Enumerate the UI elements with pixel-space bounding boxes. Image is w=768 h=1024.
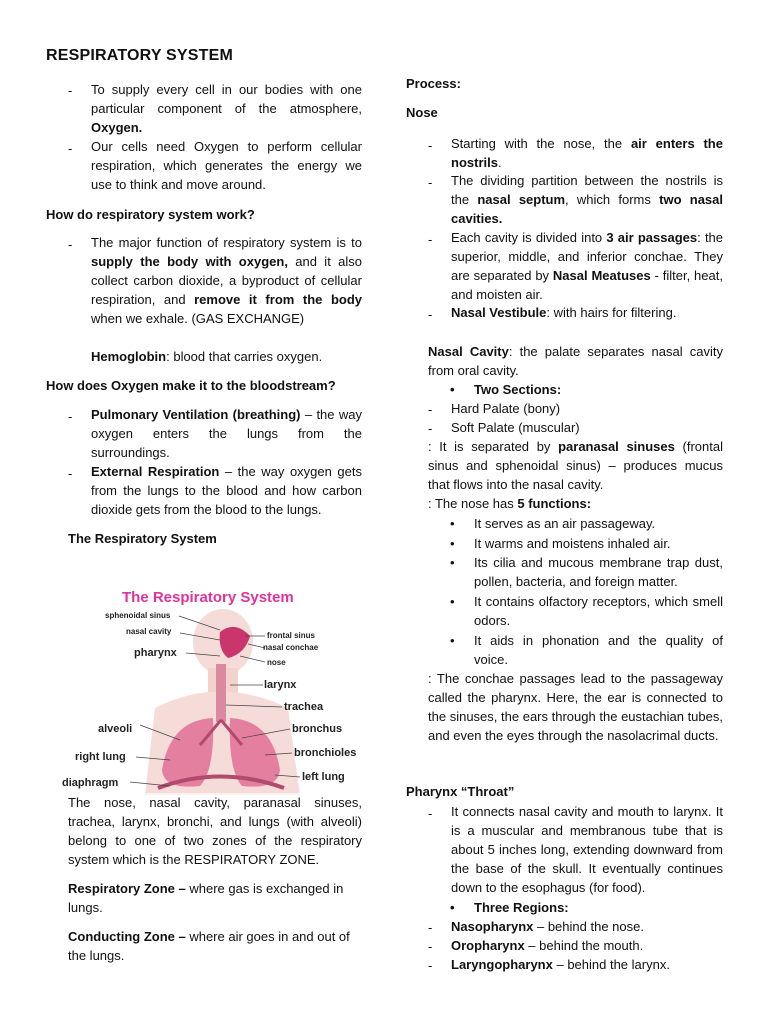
question-heading-1: How do respiratory system work? [46,207,255,222]
question-heading-2: How does Oxygen make it to the bloodstream? [46,378,336,393]
dash-marker: - [68,409,73,424]
page-title: RESPIRATORY SYSTEM [46,47,234,64]
text-run: : the palate separates nasal cavity from oral cavity. [428,344,723,378]
bold-run: Respiratory Zone – [68,881,186,896]
bold-run: supply the body with oxygen, [91,254,288,269]
text-run: where air goes in and out of the lungs. [68,929,350,963]
text-run: – behind the nose. [533,919,644,934]
bold-run: Hemoglobin [91,349,167,364]
functions-heading [428,494,591,513]
dash-marker: - [428,307,433,322]
region-item [451,936,643,955]
dash-marker: - [428,806,433,821]
conchae-paragraph: : The conchae passages lead to the passageway called the pharynx. Here, the ear is connected to the sinuses, the ears through the eustachian tubes, and even the eyes through the nasolacrimal ducts. [428,671,723,743]
pharynx-heading: Pharynx “Throat” [406,784,515,799]
bold-run: Oropharynx [451,938,525,953]
text-run: and it also collect carbon dioxide, a byproduct of cellular respiration, and [91,254,363,307]
bold-run: Laryngopharynx [451,957,553,972]
bold-run: Nasal Cavity [428,344,509,359]
label-right-lung: right lung [75,751,126,763]
bold-run: Pulmonary Ventilation (breathing) [91,407,301,422]
function-bullet: • It aids in phonation and the quality of voice. [474,631,723,669]
dash-marker: - [428,421,433,436]
function-bullet: • Its cilia and mucous membrane trap dust, pollen, bacteria, and foreign matter. [474,553,723,591]
soft-palate-item: Soft Palate (muscular) [451,420,580,435]
intro-item-2: Our cells need Oxygen to perform cellular respiration, which generates the energy we use to think and move around. [91,139,362,192]
nasal-cavity-note [428,342,723,380]
function-bullet: • It contains olfactory receptors, which smell odors. [474,592,723,630]
label-frontal-sinus: frontal sinus [267,631,316,640]
text-run: (frontal sinus and sphenoidal sinus) – produces mucus that flows into the nasal cavity. [428,439,723,492]
function-bullet: • It warms and moistens inhaled air. [474,534,723,553]
two-sections-bullet: • Two Sections: [474,380,561,399]
respiratory-zone-note [68,879,362,917]
dash-marker: - [68,141,73,156]
process-heading: Process: [406,76,461,91]
bold-run: nasal septum [477,192,566,207]
text-run: : the superior, middle, and inferior conchae. They are separated by [451,230,724,283]
label-bronchioles: bronchioles [294,747,357,759]
label-nasal-cavity: nasal cavity [126,627,172,636]
text-run: - filter, heat, and moisten air. [451,268,723,302]
text-run: The dividing partition between the nostrils is the [451,173,723,207]
bold-run: Conducting Zone – [68,929,186,944]
label-trachea: trachea [284,701,324,713]
region-item [451,955,670,974]
label-larynx: larynx [264,679,297,691]
respiratory-system-diagram [60,580,370,795]
text-run: : blood that carries oxygen. [166,349,323,364]
label-left-lung: left lung [302,771,345,783]
text-run: : It is separated by [428,439,559,454]
bold-run: two nasal cavities. [451,192,723,226]
label-sphenoidal-sinus: sphenoidal sinus [105,611,171,620]
text-run: – behind the larynx. [552,957,670,972]
text-run: where gas is exchanged in lungs. [68,881,344,915]
text-run: Each cavity is divided into [451,230,607,245]
function-bullet: • It serves as an air passageway. [474,514,723,533]
text-run: : The nose has [428,496,518,511]
intro-bold: Oxygen. [91,120,143,135]
dash-marker: - [428,920,433,935]
region-item [451,917,644,936]
nose-item-3 [451,228,723,304]
dash-marker: - [68,466,73,481]
bold-run: Nasal Vestibule [451,305,547,320]
dash-marker: - [428,958,433,973]
text-run: – the way oxygen enters the lungs from the surroundings. [91,407,362,460]
dash-marker: - [428,402,433,417]
dash-marker: - [428,175,433,190]
dash-marker: - [68,237,73,252]
nose-item-2 [451,171,723,228]
function-item [91,233,362,328]
zones-paragraph: The nose, nasal cavity, paranasal sinuses, trachea, larynx, bronchi, and lungs (with alveoli) belong to one of two zones of the respiratory system which is the RESPIRATORY ZONE. [68,795,362,867]
nose-item-4 [451,303,723,322]
bold-run: Nasopharynx [451,919,534,934]
text-run: : with hairs for filtering. [546,305,677,320]
text-run: , which forms [565,192,660,207]
text-run: . [497,155,502,170]
bold-run: Nasal Meatuses [552,268,651,283]
oxygen-item-1 [91,405,362,462]
diagram-title: The Respiratory System [122,589,294,606]
label-alveoli: alveoli [98,723,133,735]
bold-run: paranasal sinuses [558,439,675,454]
dash-marker: - [428,232,433,247]
label-diaphragm: diaphragm [62,777,119,789]
diagram-caption: The Respiratory System [68,531,217,546]
bold-run: remove it from the body [194,292,362,307]
text-run: – behind the mouth. [524,938,644,953]
bold-run: 3 air passages [606,230,698,245]
pharynx-item: It connects nasal cavity and mouth to larynx. It is a muscular and membranous tube that is about 5 inches long, extending downward from the base of the skull. It eventually continues down to the esophagus (for food). [451,804,723,895]
text-run: – the way oxygen gets from the lungs to the blood and how carbon dioxide gets from the blood to the lungs. [91,464,362,517]
label-nose: nose [267,658,286,667]
bold-run: External Respiration [91,464,220,479]
nose-heading: Nose [406,105,438,120]
three-regions-bullet: • Three Regions: [474,898,569,917]
nose-item-1 [451,134,723,172]
paranasal-note [428,437,723,494]
bold-run: air enters the nostrils [451,136,723,170]
dash-marker: - [68,83,73,98]
label-pharynx: pharynx [134,647,177,659]
text-run: The major function of respiratory system is to [91,235,362,250]
hemoglobin-note [91,347,362,366]
text-run: Starting with the nose, the [451,136,631,151]
dash-marker: - [428,138,433,153]
label-bronchus: bronchus [292,723,343,735]
conducting-zone-note [68,927,362,965]
intro-item-1 [91,80,362,137]
bold-run: 5 functions: [517,496,592,511]
label-nasal-conchae: nasal conchae [263,643,319,652]
dash-marker: - [428,939,433,954]
trachea-shape [216,664,226,722]
intro-text: To supply every cell in our bodies with one particular component of the atmosphere, [91,82,362,116]
oxygen-item-2 [91,462,362,519]
text-run: when we exhale. (GAS EXCHANGE) [91,311,305,326]
hard-palate-item: Hard Palate (bony) [451,401,561,416]
